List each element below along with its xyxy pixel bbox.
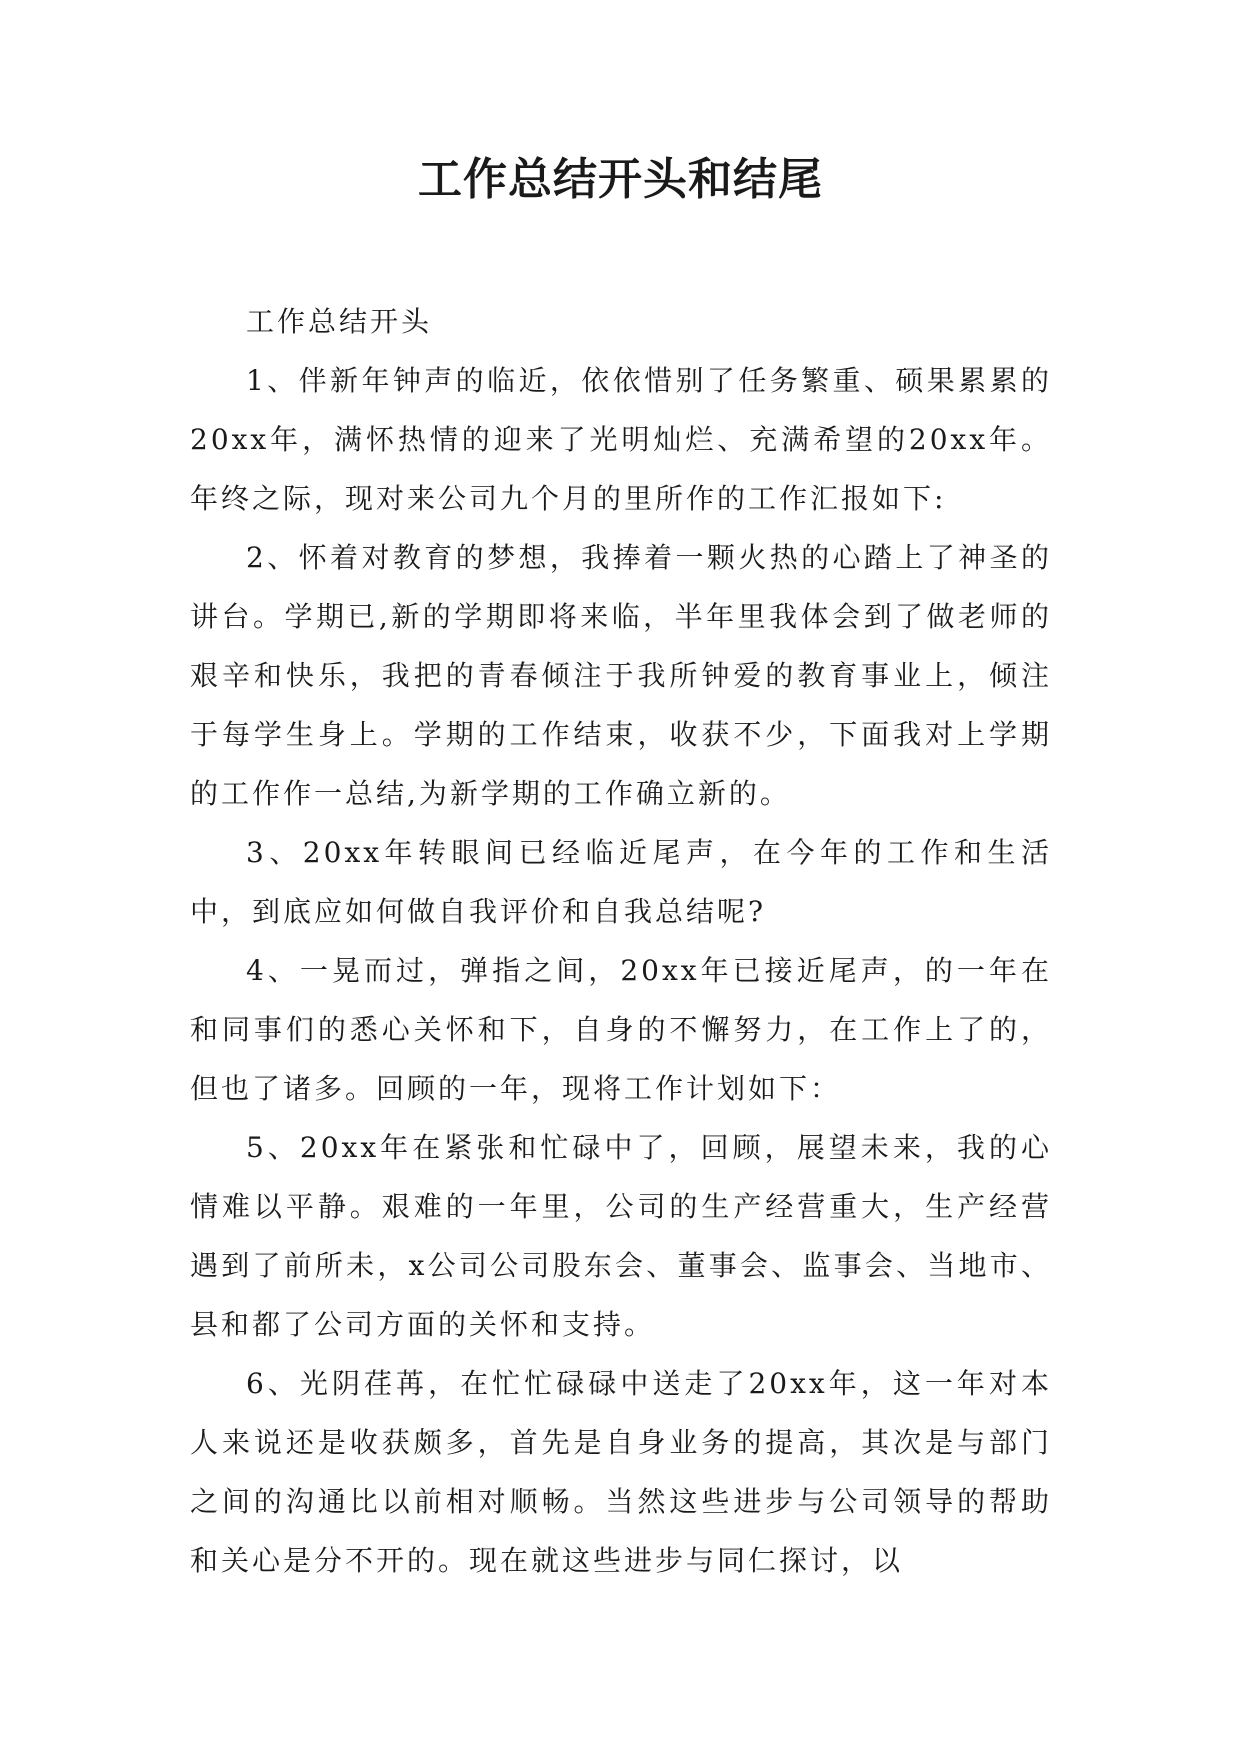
document-title: 工作总结开头和结尾 <box>418 154 823 205</box>
paragraph-2: 2、怀着对教育的梦想，我捧着一颗火热的心踏上了神圣的讲台。学期已,新的学期即将来临，半年里我体会到了做老师的艰辛和快乐，我把的青春倾注于我所钟爱的教育事业上，倾注于每学生身上。学期的工作结束，收获不少，下面我对上学期的工作作一总结,为新学期的工作确立新的。 <box>190 541 1052 810</box>
document-body <box>190 292 1052 1590</box>
paragraph-6: 6、光阴荏苒，在忙忙碌碌中送走了20xx年，这一年对本人来说还是收获颇多，首先是自身业务的提高，其次是与部门之间的沟通比以前相对顺畅。当然这些进步与公司领导的帮助和关心是分不开的。现在就这些进步与同仁探讨，以 <box>190 1367 1052 1577</box>
paragraph-1: 1、伴新年钟声的临近，依依惜别了任务繁重、硕果累累的20xx年，满怀热情的迎来了光明灿烂、充满希望的20xx年。年终之际，现对来公司九个月的里所作的工作汇报如下: <box>190 364 1052 515</box>
paragraph-5: 5、20xx年在紧张和忙碌中了，回顾，展望未来，我的心情难以平静。艰难的一年里，公司的生产经营重大，生产经营遇到了前所未，x公司公司股东会、董事会、监事会、当地市、县和都了公司方面的关怀和支持。 <box>190 1131 1052 1341</box>
paragraph-3: 3、20xx年转眼间已经临近尾声，在今年的工作和生活中，到底应如何做自我评价和自我总结呢? <box>190 836 1052 928</box>
section-heading: 工作总结开头 <box>246 305 433 338</box>
paragraph-4: 4、一晃而过，弹指之间，20xx年已接近尾声，的一年在和同事们的悉心关怀和下，自身的不懈努力，在工作上了的，但也了诸多。回顾的一年，现将工作计划如下： <box>190 954 1052 1105</box>
